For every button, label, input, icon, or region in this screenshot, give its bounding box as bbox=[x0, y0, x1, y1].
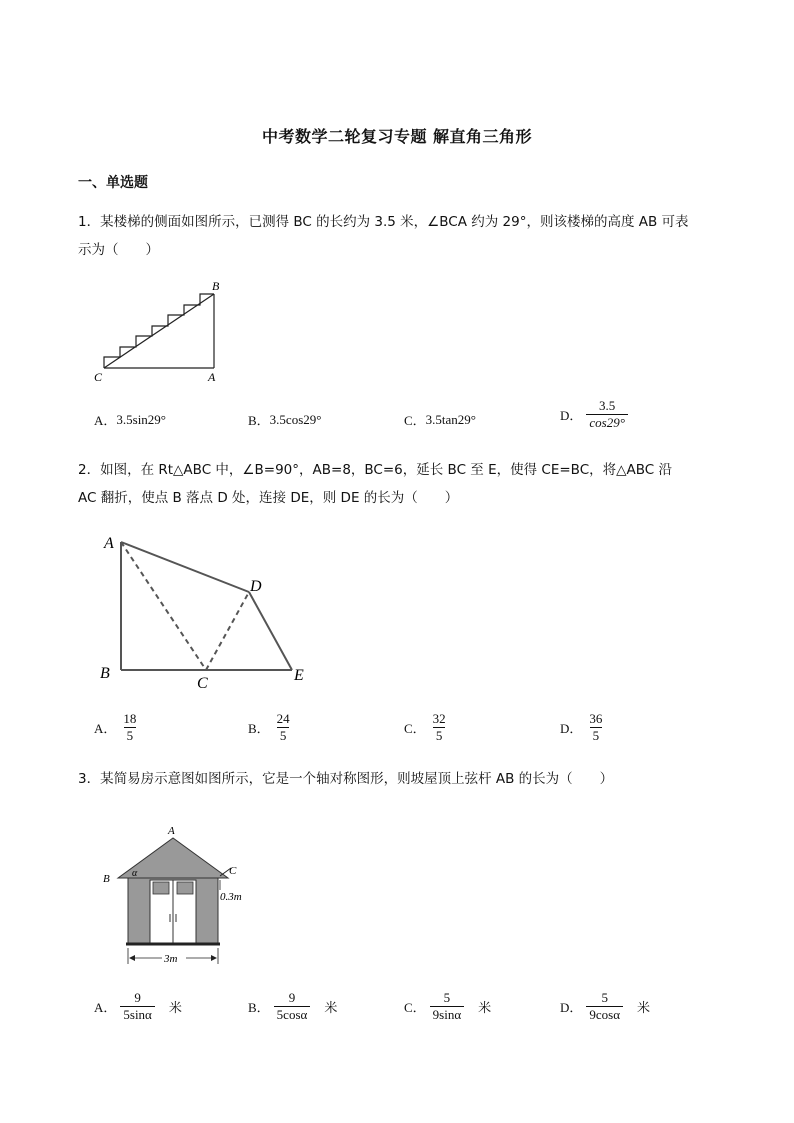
house-figure bbox=[98, 820, 258, 970]
label-b: B bbox=[212, 279, 220, 293]
label-a: A bbox=[168, 825, 175, 837]
label-b: B bbox=[103, 873, 110, 885]
label-eave: 0.3m bbox=[220, 891, 242, 903]
q1-option-d[interactable]: D． $\frac{3.5}{\cos 29^\circ}$ bbox=[560, 398, 628, 431]
label-e: E bbox=[294, 667, 304, 684]
fraction: $\frac{36}{5}$ bbox=[589, 711, 603, 743]
question-2-text bbox=[78, 456, 718, 512]
label-a: A bbox=[104, 535, 114, 552]
fraction: $\frac{32}{5}$ bbox=[432, 711, 446, 743]
fraction: $\frac{5}{9\cos\alpha}$ bbox=[586, 990, 623, 1023]
label-b: B bbox=[100, 665, 110, 682]
label-d: D bbox=[250, 578, 262, 595]
fraction: $\frac{24}{5}$ bbox=[276, 711, 290, 743]
question-2-line2: AC 翻折，使点 B 落点 D 处，连接 DE，则 DE 的长为（ ） bbox=[78, 490, 459, 506]
q1-option-a[interactable]: A． 3.5sin29° bbox=[94, 411, 167, 428]
q2-option-b[interactable]: B． $\frac{24}{5}$ bbox=[248, 711, 293, 744]
q2-option-d[interactable]: D． $\frac{36}{5}$ bbox=[560, 711, 605, 744]
fold-triangle-figure bbox=[94, 530, 324, 690]
q3-option-b[interactable]: B． $\frac{9}{5\cos\alpha}$ 米 bbox=[248, 990, 338, 1022]
fraction: $\frac{9}{5\cos\alpha}$ bbox=[274, 990, 311, 1023]
q1-option-c[interactable]: C． 3.5tan29° bbox=[404, 411, 477, 428]
section-heading: 一、单选题 bbox=[78, 175, 148, 191]
question-1-text bbox=[78, 208, 718, 264]
stairs-figure bbox=[90, 276, 230, 386]
q3-option-d[interactable]: D． $\frac{5}{9\cos\alpha}$ 米 bbox=[560, 990, 651, 1022]
fraction: $\frac{9}{5\sin\alpha}$ bbox=[120, 990, 154, 1023]
label-c: C bbox=[229, 865, 237, 877]
label-c: C bbox=[197, 675, 208, 690]
page-title: 中考数学二轮复习专题 解直角三角形 bbox=[261, 127, 533, 146]
q3-option-a[interactable]: A． $\frac{9}{5\sin\alpha}$ 米 bbox=[94, 990, 182, 1022]
fraction: $\frac{5}{9\sin\alpha}$ bbox=[430, 990, 464, 1023]
question-2-line1: 2．如图，在 Rt△ABC 中，∠B=90°，AB=8，BC=6，延长 BC 至 E，使得 CE=BC，将△ABC 沿 bbox=[78, 462, 672, 478]
q1-option-b[interactable]: B． 3.5cos29° bbox=[248, 411, 322, 428]
label-c: C bbox=[94, 370, 103, 384]
question-1-line2: 示为（ ） bbox=[78, 242, 159, 258]
label-width: 3m bbox=[164, 953, 178, 965]
fraction: $\frac{18}{5}$ bbox=[123, 711, 137, 743]
q2-option-c[interactable]: C． $\frac{32}{5}$ bbox=[404, 711, 449, 744]
label-a: A bbox=[208, 370, 216, 384]
question-1-line1: 1．某楼梯的侧面如图所示，已测得 BC 的长约为 3.5 米，∠BCA 约为 29°，则该楼梯的高度 AB 可表 bbox=[78, 214, 689, 230]
question-3-line1: 3．某简易房示意图如图所示，它是一个轴对称图形，则坡屋顶上弦杆 AB 的长为（ ） bbox=[78, 771, 614, 787]
fraction: $\frac{3.5}{\cos 29^\circ}$ bbox=[586, 398, 628, 431]
label-alpha: α bbox=[132, 868, 138, 879]
q2-option-a[interactable]: A． $\frac{18}{5}$ bbox=[94, 711, 139, 744]
question-3-text bbox=[78, 765, 718, 793]
q3-option-c[interactable]: C． $\frac{5}{9\sin\alpha}$ 米 bbox=[404, 990, 492, 1022]
